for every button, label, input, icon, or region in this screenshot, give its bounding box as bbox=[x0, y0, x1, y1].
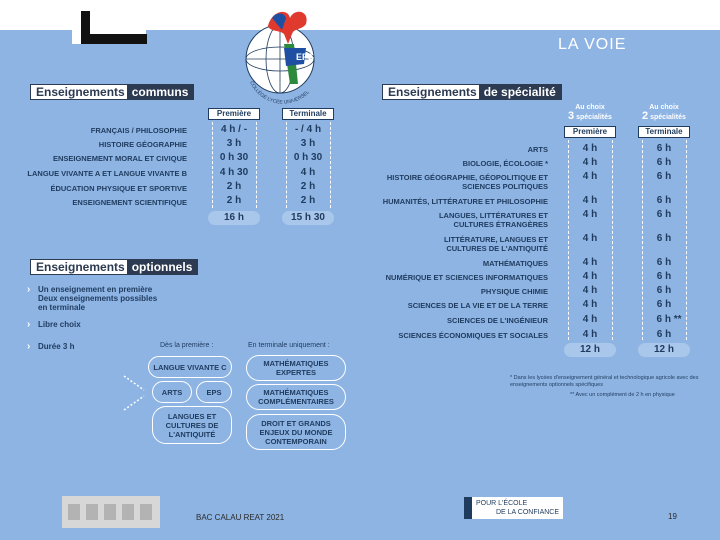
speciality-row-terminale: 6 h bbox=[656, 157, 672, 168]
speciality-row-label: LITTÉRATURE, LANGUES ET CULTURES DE L'ANTIQUITÉ bbox=[443, 235, 548, 253]
footer-ecole-line2: DE LA CONFIANCE bbox=[496, 509, 560, 516]
speciality-row-terminale: 6 h bbox=[656, 233, 672, 244]
options-terminale-head: En terminale uniquement : bbox=[248, 342, 330, 349]
option-terminale-item: DROIT ET GRANDS ENJEUX DU MONDE CONTEMPORAIN bbox=[246, 414, 346, 450]
speciality-row-premiere: 4 h bbox=[582, 233, 598, 244]
commons-row-premiere: 4 h / - bbox=[220, 124, 248, 135]
chevron-right-icon: › bbox=[27, 341, 31, 352]
options-title-a: Enseignements bbox=[36, 260, 125, 274]
commons-row-premiere: 2 h bbox=[226, 181, 242, 192]
speciality-row-premiere: 4 h bbox=[582, 299, 598, 310]
speciality-note-2: ** Avec un complément de 2 h en physique bbox=[570, 392, 675, 398]
speciality-row-label: BIOLOGIE, ÉCOLOGIE * bbox=[462, 159, 548, 168]
speciality-row-premiere: 4 h bbox=[582, 329, 598, 340]
commons-col-premiere: Première bbox=[208, 108, 260, 120]
speciality-row-label: SCIENCES DE LA VIE ET DE LA TERRE bbox=[407, 301, 548, 310]
slide-title: LA VOIE bbox=[558, 36, 627, 53]
speciality-row-premiere: 4 h bbox=[582, 195, 598, 206]
speciality-row-premiere: 4 h bbox=[582, 271, 598, 282]
speciality-row-premiere: 4 h bbox=[582, 257, 598, 268]
speciality-total-terminale: 12 h bbox=[638, 343, 690, 357]
choice-number: 2 bbox=[642, 110, 649, 122]
page-number: 19 bbox=[668, 512, 677, 521]
speciality-title-a: Enseignements bbox=[388, 85, 477, 99]
chevron-right-icon: › bbox=[27, 284, 31, 295]
commons-row-terminale: - / 4 h bbox=[294, 124, 322, 135]
footer-ecole-line1: POUR L'ÉCOLE bbox=[476, 500, 528, 507]
speciality-row-terminale: 6 h bbox=[656, 271, 672, 282]
speciality-row-terminale: 6 h bbox=[656, 143, 672, 154]
speciality-row-terminale: 6 h bbox=[656, 257, 672, 268]
commons-row-label: FRANÇAIS / PHILOSOPHIE bbox=[90, 126, 187, 135]
speciality-choice-terminale bbox=[634, 104, 694, 122]
choice-text: Au choix bbox=[649, 104, 679, 111]
commons-row-premiere: 3 h bbox=[226, 138, 242, 149]
speciality-row-label: PHYSIQUE CHIMIE bbox=[480, 287, 548, 296]
speciality-row-label: MATHÉMATIQUES bbox=[482, 259, 548, 268]
options-bullet bbox=[27, 341, 168, 352]
commons-row-label: ÉDUCATION PHYSIQUE ET SPORTIVE bbox=[50, 184, 187, 193]
option-terminale-item: MATHÉMATIQUES EXPERTES bbox=[246, 355, 346, 381]
option-premiere-item: LANGUES ET CULTURES DE L'ANTIQUITÉ bbox=[152, 406, 232, 444]
speciality-row-terminale: 6 h ** bbox=[656, 314, 682, 325]
commons-row-label: LANGUE VIVANTE A ET LANGUE VIVANTE B bbox=[27, 169, 187, 178]
school-logo bbox=[232, 4, 340, 104]
commons-row-label: HISTOIRE GÉOGRAPHIE bbox=[98, 140, 187, 149]
options-title-b: optionnels bbox=[127, 260, 198, 274]
commons-row-premiere: 2 h bbox=[226, 195, 242, 206]
commons-row-premiere: 0 h 30 bbox=[219, 152, 249, 163]
speciality-row-terminale: 6 h bbox=[656, 209, 672, 220]
option-premiere-item: EPS bbox=[196, 381, 232, 403]
commons-row-label: ENSEIGNEMENT MORAL ET CIVIQUE bbox=[52, 154, 187, 163]
option-premiere-item: LANGUE VIVANTE C bbox=[148, 356, 232, 378]
speciality-row-label: LANGUES, LITTÉRATURES ET CULTURES ÉTRANGÈRES bbox=[438, 211, 548, 229]
speciality-row-label: HUMANITÉS, LITTÉRATURE ET PHILOSOPHIE bbox=[382, 197, 548, 206]
speciality-col-terminale: Terminale bbox=[638, 126, 690, 138]
commons-title-b: communs bbox=[127, 85, 194, 99]
speciality-title-b: de spécialité bbox=[479, 85, 561, 99]
commons-row-terminale: 2 h bbox=[300, 195, 316, 206]
speciality-row-premiere: 4 h bbox=[582, 209, 598, 220]
commons-title bbox=[30, 84, 194, 100]
speciality-row-premiere: 4 h bbox=[582, 143, 598, 154]
footer-logo-badge bbox=[62, 496, 160, 528]
speciality-row-terminale: 6 h bbox=[656, 329, 672, 340]
speciality-row-label: HISTOIRE GÉOGRAPHIE, GÉOPOLITIQUE ET SCIENCES POLITIQUES bbox=[386, 173, 548, 191]
speciality-total-premiere: 12 h bbox=[564, 343, 616, 357]
options-premiere-head: Dès la première : bbox=[160, 342, 214, 349]
options-bullet bbox=[27, 319, 168, 330]
speciality-row-premiere: 4 h bbox=[582, 157, 598, 168]
speciality-row-label: NUMÉRIQUE ET SCIENCES INFORMATIQUES bbox=[385, 273, 548, 282]
options-title bbox=[30, 259, 198, 275]
commons-row-terminale: 0 h 30 bbox=[293, 152, 323, 163]
logo-ring-text: COLLÈGE LYCÉE UNIVERSEL bbox=[248, 80, 311, 104]
speciality-title bbox=[382, 84, 562, 100]
speciality-row-terminale: 6 h bbox=[656, 299, 672, 310]
corner-bracket-logo bbox=[72, 8, 146, 44]
options-bullet-text: Libre choix bbox=[38, 320, 81, 329]
choice-number: 3 bbox=[568, 110, 575, 122]
option-terminale-item: MATHÉMATIQUES COMPLÉMENTAIRES bbox=[246, 384, 346, 410]
options-bullet-text: Durée 3 h bbox=[38, 342, 75, 351]
choice-text: spécialités bbox=[650, 114, 686, 121]
speciality-row-label: ARTS bbox=[527, 145, 548, 154]
commons-row-label: ENSEIGNEMENT SCIENTIFIQUE bbox=[72, 198, 187, 207]
commons-col-terminale: Terminale bbox=[282, 108, 334, 120]
commons-title-a: Enseignements bbox=[36, 85, 125, 99]
speciality-col-premiere: Première bbox=[564, 126, 616, 138]
speciality-row-terminale: 6 h bbox=[656, 195, 672, 206]
commons-row-terminale: 4 h bbox=[300, 167, 316, 178]
options-bullet bbox=[27, 284, 168, 312]
speciality-row-terminale: 6 h bbox=[656, 285, 672, 296]
speciality-row-premiere: 4 h bbox=[582, 314, 598, 325]
speciality-row-premiere: 4 h bbox=[582, 171, 598, 182]
speciality-note-1: * Dans les lycées d'enseignement général et technologique agricole avec des enseignements optionnels spécifiques bbox=[510, 375, 699, 388]
options-bullet-text: Un enseignement en première Deux enseignements possibles en terminale bbox=[38, 285, 158, 312]
dotted-arrows-decoration bbox=[120, 372, 150, 414]
option-premiere-item: ARTS bbox=[152, 381, 192, 403]
speciality-row-premiere: 4 h bbox=[582, 285, 598, 296]
speciality-choice-premiere bbox=[560, 104, 620, 122]
commons-row-terminale: 3 h bbox=[300, 138, 316, 149]
commons-total-terminale: 15 h 30 bbox=[282, 211, 334, 225]
choice-text: Au choix bbox=[575, 104, 605, 111]
commons-total-premiere: 16 h bbox=[208, 211, 260, 225]
speciality-row-label: SCIENCES DE L'INGÉNIEUR bbox=[447, 316, 548, 325]
speciality-row-label: SCIENCES ÉCONOMIQUES ET SOCIALES bbox=[398, 331, 548, 340]
footer-ecole-badge bbox=[464, 497, 563, 519]
logo-text: EPS bbox=[296, 52, 315, 62]
footer-title: BAC CALAU REAT 2021 bbox=[196, 513, 285, 522]
speciality-row-terminale: 6 h bbox=[656, 171, 672, 182]
choice-text: spécialités bbox=[576, 114, 612, 121]
commons-row-premiere: 4 h 30 bbox=[219, 167, 249, 178]
commons-row-terminale: 2 h bbox=[300, 181, 316, 192]
chevron-right-icon: › bbox=[27, 319, 31, 330]
